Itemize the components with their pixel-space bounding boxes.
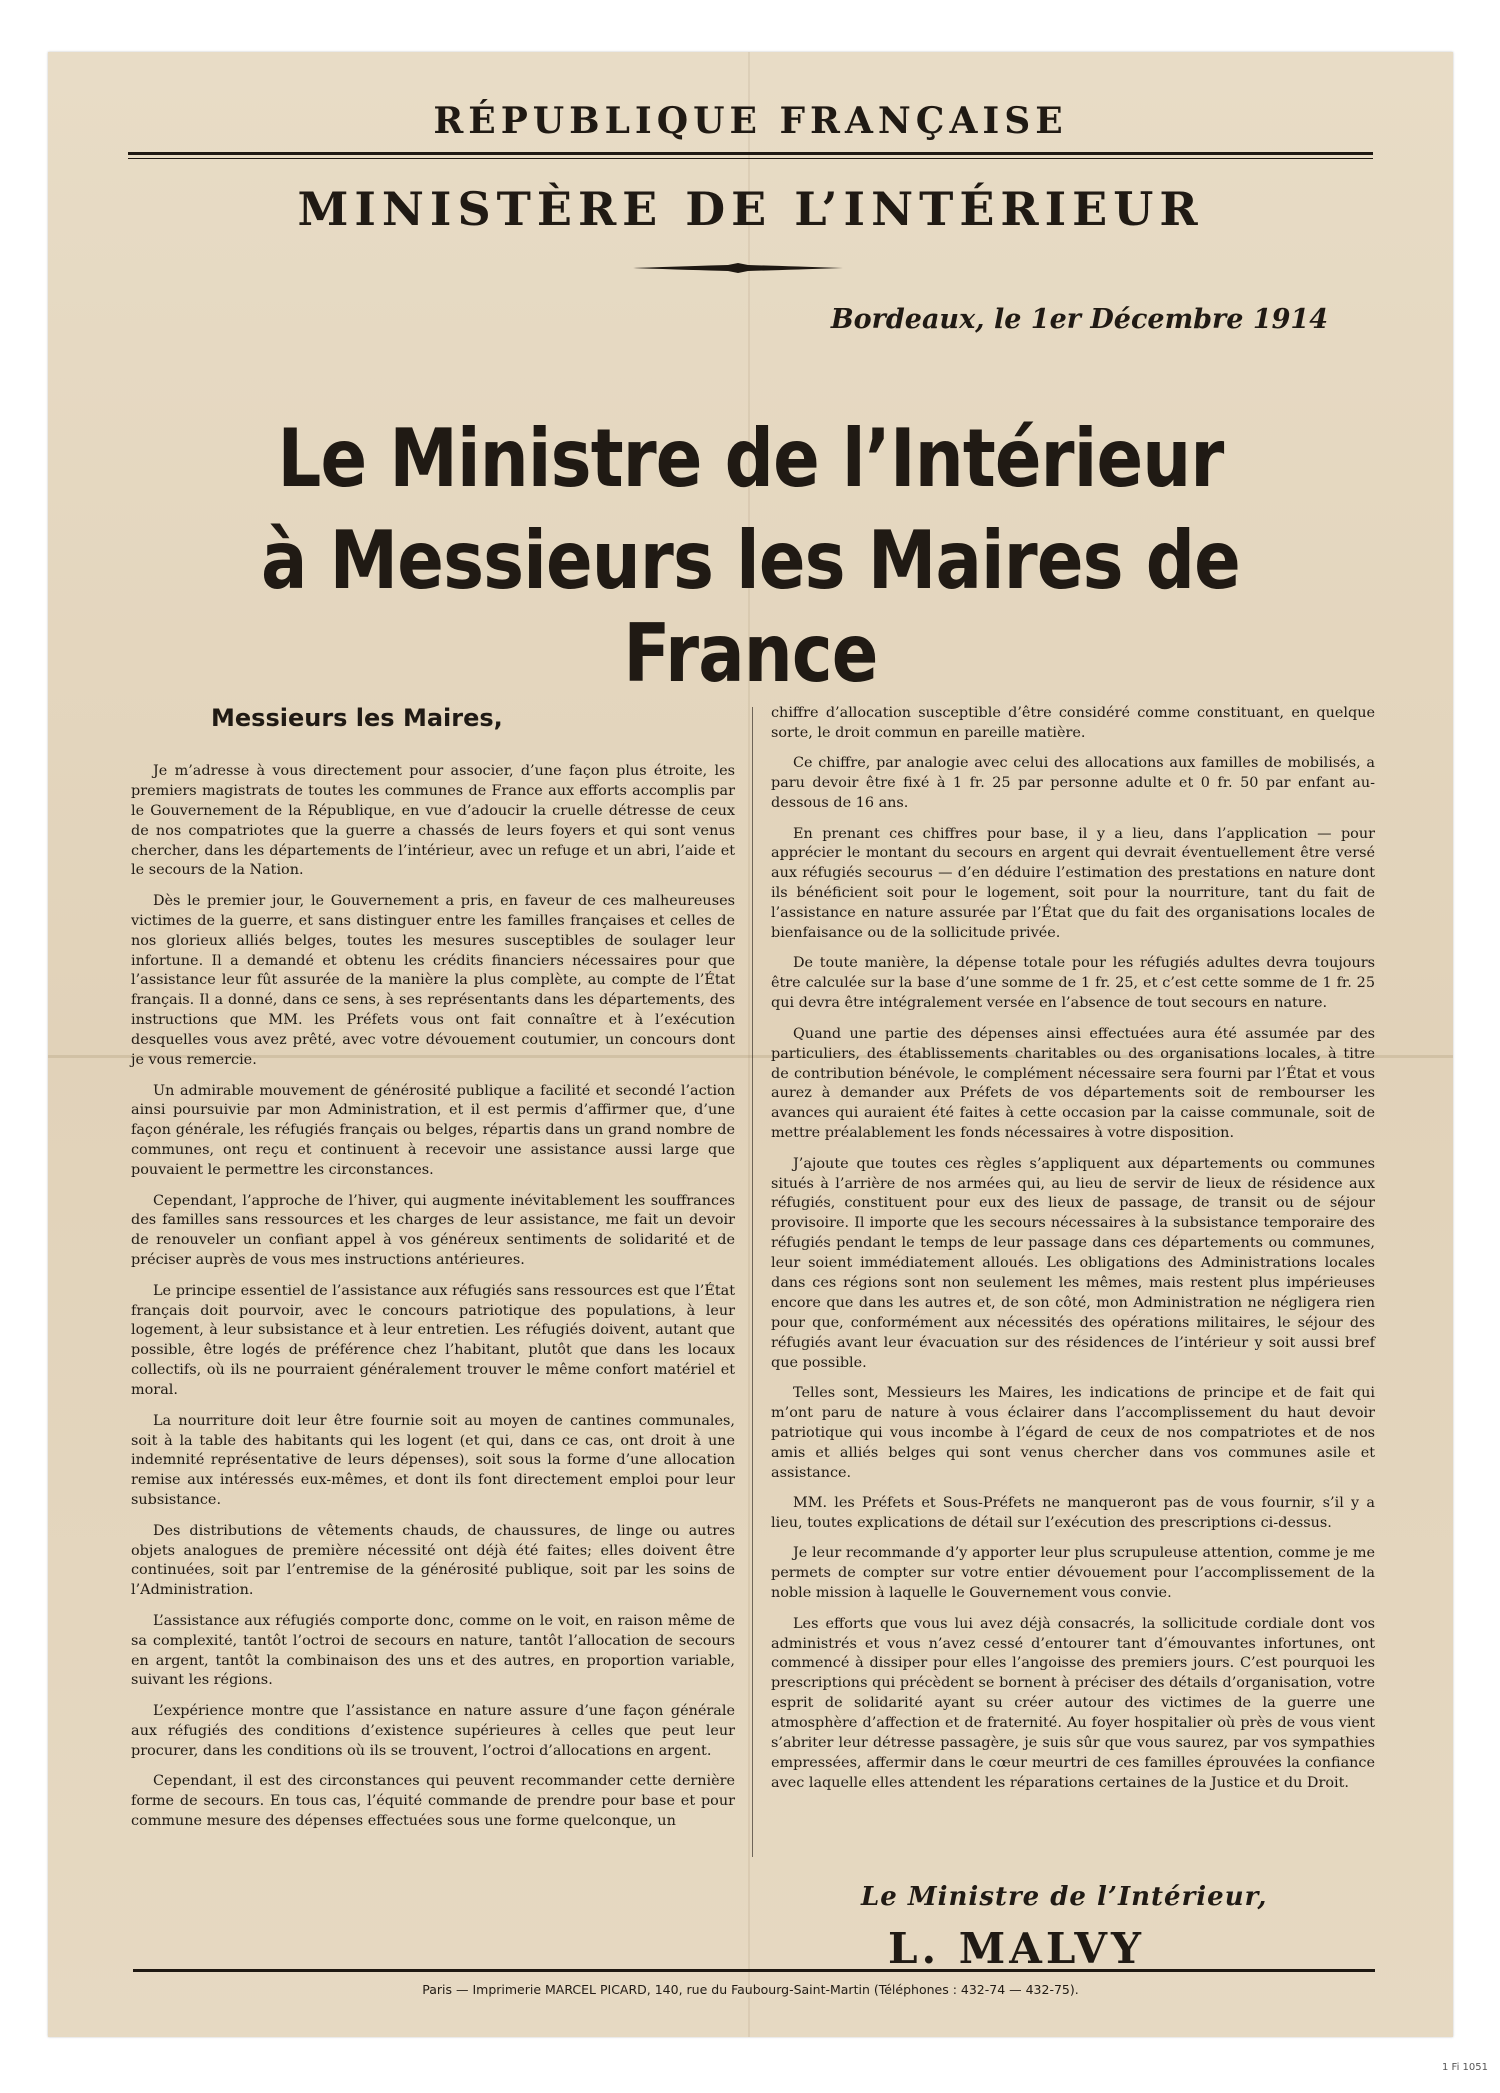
paragraph: Cependant, il est des circonstances qui peuvent recommander cette dernière forme de secours. En tous cas, l’équité commande de prendre pour base et pour commune mesure des dépenses effectuées sous une forme quelconque, un xyxy=(131,1773,735,1829)
paragraph: L’assistance aux réfugiés comporte donc, comme on le voit, en raison même de sa complexité, tantôt l’octroi de secours en nature, tantôt l’allocation de secours en argent, tantôt la combinaison des uns et des autres, en proportion variable, suivant les régions. xyxy=(131,1612,735,1689)
ministere-heading: MINISTÈRE DE L’INTÉRIEUR xyxy=(297,182,1204,236)
paragraph: Dès le premier jour, le Gouvernement a pris, en faveur de ces malheureuses victimes de la guerre, et sans distinguer entre les familles françaises et celles de nos glorieux alliés belges, toutes les mesures susceptibles de soulager leur infortune. Il a demandé et obtenu les crédits financiers nécessaires pour que l’assistance leur fût assurée de la manière la plus complète, au compte de l’État français. Il a donné, dans ce sens, à ses représentants dans les départements, des instructions que MM. les Préfets vous ont fait connaître et à l’exécution desquelles vous avez prêté, avec votre dévouement coutumier, un concours dont je vous remercie. xyxy=(131,892,735,1069)
paragraph: chiffre d’allocation susceptible d’être considéré comme constituant, en quelque sorte, le droit commun en pareille matière. xyxy=(771,705,1375,741)
paragraph: La nourriture doit leur être fournie soit au moyen de cantines communales, soit à la table des habitants qui les logent (et qui, dans ce cas, ont droit à une indemnité représentative de leurs dépenses), soit sous la forme d’une allocation remise aux intéressés eux-mêmes, et dont ils font directement emploi pour leur subsistance. xyxy=(131,1412,735,1509)
archive-mark: 1 Fi 1051 xyxy=(1442,2062,1488,2073)
paragraph: J’ajoute que toutes ces règles s’appliquent aux départements ou communes situés à l’arrière de nos armées qui, au lieu de servir de lieux de résidence aux réfugiés, constituent pour eux des lieux de passage, de transit ou de séjour provisoire. Il importe que les secours nécessaires à la subsistance temporaire des réfugiés pendant le temps de leur passage dans ces départements ou communes, leur soient immédiatement alloués. Les obligations des Administrations locales dans ces régions sont non seulement les mêmes, mais restent plus impérieuses encore que dans les autres et, de son côté, mon Administration ne négligera rien pour que, conformément aux nécessités des opérations militaires, le séjour des réfugiés avant leur évacuation sur des résidences de l’intérieur y soit aussi bref que possible. xyxy=(771,1155,1375,1371)
signature-name: L. MALVY xyxy=(888,1924,1145,1973)
printer-footer: Paris — Imprimerie MARCEL PICARD, 140, rue du Faubourg-Saint-Martin (Téléphones : 432-74 — 432-75). xyxy=(422,1982,1079,1997)
republique-heading: RÉPUBLIQUE FRANÇAISE xyxy=(433,100,1068,142)
paragraph: Des distributions de vêtements chauds, de chaussures, de linge ou autres objets analogues de première nécessité ont déjà été faites; elles doivent être continuées, soit par l’entremise de la générosité publique, soit par les soins de l’Administration. xyxy=(131,1522,735,1599)
paragraph: Telles sont, Messieurs les Maires, les indications de principe et de fait qui m’ont paru de nature à vous éclairer dans l’accomplissement du haut devoir patriotique qui vous incombe à l’égard de ceux de nos compatriotes et de nos amis et alliés belges qui sont venus chercher dans vos communes asile et assistance. xyxy=(771,1385,1375,1481)
paragraph: Quand une partie des dépenses ainsi effectuées aura été assumée par des particuliers, des établissements charitables ou des organisations locales, à titre de contribution bénévole, le complément nécessaire sera fourni par l’État et vous aurez à demander aux Préfets de vos départements soit de rembourser les avances qui auraient été faites à cette occasion par la caisse communale, soit de mettre préalablement les fonds nécessaires à votre disposition. xyxy=(771,1025,1375,1142)
paragraph: Les efforts que vous lui avez déjà consacrés, la sollicitude cordiale dont vos administrés et vous n’avez cessé d’entourer tant d’émouvantes infortunes, ont commencé à dissiper pour elles l’angoisse des premiers jours. C’est pourquoi les prescriptions qui précèdent se bornent à préciser des détails d’organisation, votre esprit de solidarité ayant su créer autour des victimes de la guerre une atmosphère d’affection et de fraternité. Au foyer hospitalier où près de vous vient s’abriter leur détresse passagère, je suis sûr que vous saurez, par vos sympathies empressées, affermir dans le cœur meurtri de ces familles éprouvées la confiance avec laquelle elles attendent les réparations certaines de la Justice et du Droit. xyxy=(771,1615,1375,1791)
paragraph: Le principe essentiel de l’assistance aux réfugiés sans ressources est que l’État français doit pourvoir, avec le concours patriotique des populations, à leur logement, à leur subsistance et à leur entretien. Les réfugiés doivent, autant que possible, être logés de préférence chez l’habitant, plutôt que dans les locaux collectifs, où ils ne pourraient généralement trouver le même confort matériel et moral. xyxy=(131,1282,735,1399)
title-line-1: Le Ministre de l’Intérieur xyxy=(277,412,1224,505)
salutation: Messieurs les Maires, xyxy=(211,704,503,732)
title-line-2: à Messieurs les Maires de France xyxy=(260,514,1240,700)
paragraph: L’expérience montre que l’assistance en nature assure d’une façon générale aux réfugiés des conditions d’existence supérieures à celles que peut leur procurer, dans les conditions où ils se trouvent, l’octroi d’allocations en argent. xyxy=(131,1702,735,1759)
paragraph: Un admirable mouvement de générosité publique a facilité et secondé l’action ainsi poursuivie par mon Administration, et il est permis d’affirmer que, d’une façon générale, les réfugiés français ou belges, répartis dans un grand nombre de communes, ont reçu et continuent à recevoir une assistance aussi large que pouvaient le permettre les circonstances. xyxy=(131,1082,735,1179)
column-divider xyxy=(752,707,753,1857)
paragraph: En prenant ces chiffres pour base, il y a lieu, dans l’application — pour apprécier le montant du secours en argent qui devrait éventuellement être versé aux réfugiés secourus — d’en déduire l’estimation des prestations en nature dont ils bénéficient soit pour le logement, soit pour la nourriture, tant du fait de l’assistance en nature assurée par l’État que du fait des organisations locales de bienfaisance ou de la sollicitude privée. xyxy=(771,825,1375,942)
paragraph: MM. les Préfets et Sous-Préfets ne manqueront pas de vous fournir, s’il y a lieu, toutes explications de détail sur l’exécution des prescriptions ci-dessus. xyxy=(771,1495,1375,1532)
paragraph: Je m’adresse à vous directement pour associer, d’une façon plus étroite, les premiers magistrats de toutes les communes de France aux efforts accomplis par le Gouvernement de la République, en vue d’adoucir la cruelle détresse de ceux de nos compatriotes que la guerre a chassés de leurs foyers et qui sont venus chercher, dans les départements de l’intérieur, avec un refuge et un abri, l’aide et le secours de la Nation. xyxy=(131,762,735,879)
poster-sheet xyxy=(48,52,1453,2037)
fold-line-vertical xyxy=(748,52,750,2037)
paragraph: Cependant, l’approche de l’hiver, qui augmente inévitablement les souffrances des familles sans ressources et les charges de leur assistance, me fait un devoir de renouveler un confiant appel à vos généreux sentiments de solidarité et de préciser auprès de vous mes instructions antérieures. xyxy=(131,1192,735,1269)
dateline: Bordeaux, le 1er Décembre 1914 xyxy=(830,304,1328,335)
signature-title: Le Ministre de l’Intérieur, xyxy=(861,1882,1268,1912)
header-rule xyxy=(128,152,1373,155)
paragraph: Ce chiffre, par analogie avec celui des allocations aux familles de mobilisés, a paru devoir être fixé à 1 fr. 25 par personne adulte et 0 fr. 50 par enfant au-dessous de 16 ans. xyxy=(771,755,1375,812)
header-rule-thin xyxy=(128,158,1373,159)
paragraph: De toute manière, la dépense totale pour les réfugiés adultes devra toujours être calculée sur la base d’une somme de 1 fr. 25, et c’est cette somme de 1 fr. 25 qui devra être intégralement versée en l’absence de tout secours en nature. xyxy=(771,955,1375,1012)
left-column xyxy=(131,704,735,1842)
footer-rule xyxy=(133,1969,1375,1972)
right-column xyxy=(771,704,1375,1804)
paragraph: Je leur recommande d’y apporter leur plus scrupuleuse attention, comme je me permets de compter sur votre entier dévouement pour l’accomplissement de la noble mission à laquelle le Gouvernement vous convie. xyxy=(771,1545,1375,1602)
ornament-divider-icon xyxy=(633,262,843,274)
